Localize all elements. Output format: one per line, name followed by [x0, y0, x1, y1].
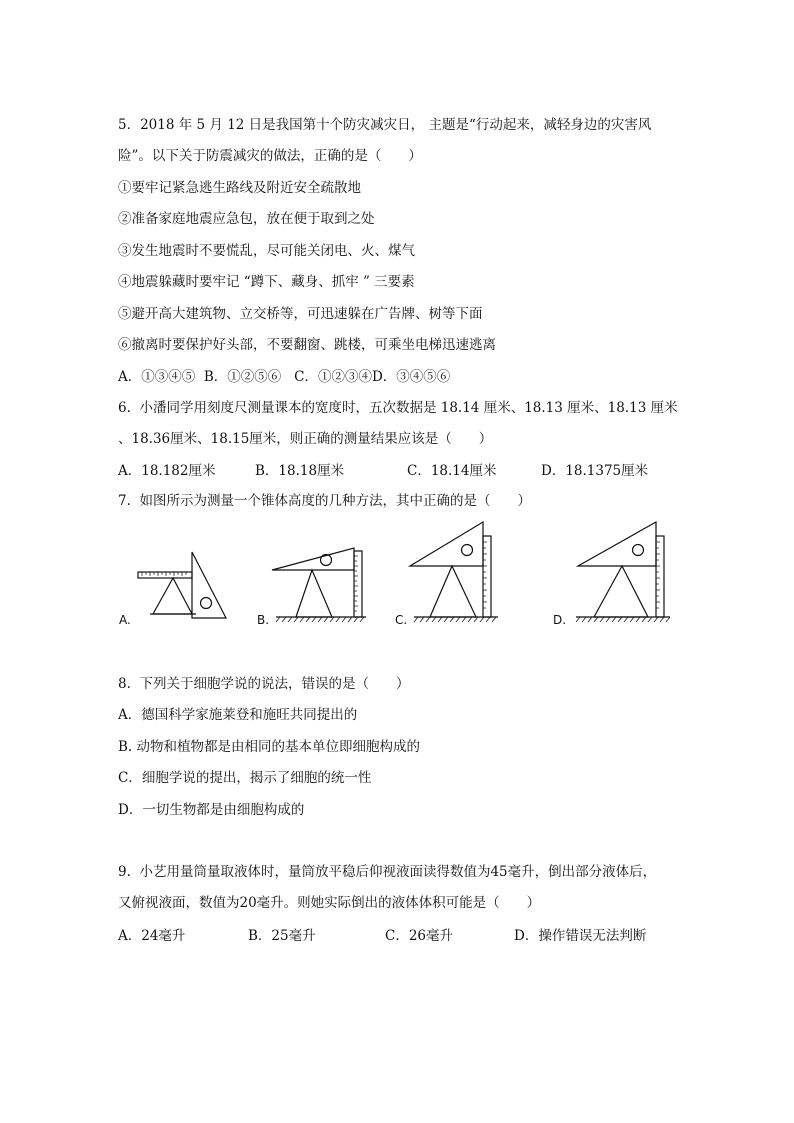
q5-stem-line2: 险”。以下关于防震减灾的做法，正确的是（ ） — [118, 148, 422, 164]
q5-item-6: ⑥撤离时要保护好头部，不要翻窗、跳楼，可乘坐电梯迅速逃离 — [118, 337, 496, 353]
q5-item-4: ④地震躲藏时要牢记 “蹲下、藏身、抓牢 ” 三要素 — [118, 274, 415, 290]
figure-d-label: D. — [553, 613, 567, 627]
figure-b — [270, 546, 370, 626]
q6-option-c: C．18.14厘米 — [407, 463, 497, 479]
q9-option-a: A．24毫升 — [118, 928, 186, 944]
q8-option-d: D．一切生物都是由细胞构成的 — [118, 802, 305, 818]
figure-d — [570, 520, 674, 626]
q9-options — [118, 927, 647, 1017]
q5-stem-line1: 5．2018 年 5 月 12 日是我国第十个防灾减灾日， 主题是“行动起来，减轻身边的灾害风 — [118, 117, 652, 133]
q6-stem-line1: 6. 小潘同学用刻度尺测量课本的宽度时，五次数据是 18.14 厘米、18.13 厘米、18.13 厘米 — [118, 400, 678, 416]
q6-stem-line2: 、18.36厘米、18.15厘米，则正确的测量结果应该是（ ） — [118, 431, 493, 447]
q6-option-a: A．18.182厘米 — [118, 463, 216, 479]
q5-item-2: ②准备家庭地震应急包，放在便于取到之处 — [118, 211, 375, 227]
q9-option-b: B．25毫升 — [248, 928, 316, 944]
figure-a — [136, 548, 228, 622]
q7-stem: 7. 如图所示为测量一个锥体高度的几种方法，其中正确的是（ ） — [118, 493, 531, 509]
q9-option-d: D．操作错误无法判断 — [514, 928, 647, 944]
q6-option-b: B．18.18厘米 — [255, 463, 345, 479]
q9-option-c: C．26毫升 — [385, 928, 454, 944]
figure-b-label: B. — [257, 613, 270, 627]
q8-option-c: C．细胞学说的提出，揭示了细胞的统一性 — [118, 770, 372, 786]
figure-a-label: A. — [119, 613, 131, 627]
q5-item-3: ③发生地震时不要慌乱，尽可能关闭电、火、煤气 — [118, 243, 415, 259]
q6-option-d: D．18.1375厘米 — [541, 463, 649, 479]
figure-c — [408, 520, 500, 626]
figure-c-label: C. — [395, 613, 408, 627]
q8-option-a: A．德国科学家施莱登和施旺共同提出的 — [118, 707, 358, 723]
q9-stem-line1: 9. 小艺用量筒量取液体时，量筒放平稳后仰视液面读得数值为45毫升，倒出部分液体后， — [118, 864, 657, 880]
q8-option-b: B. 动物和植物都是由相同的基本单位即细胞构成的 — [118, 739, 421, 755]
q8-stem: 8. 下列关于细胞学说的说法，错误的是（ ） — [118, 676, 410, 692]
q5-item-5: ⑤避开高大建筑物、立交桥等，可迅速躲在广告牌、树等下面 — [118, 306, 483, 322]
q5-item-1: ①要牢记紧急逃生路线及附近安全疏散地 — [118, 180, 361, 196]
q5-options: A．①③④⑤ B．①②⑤⑥ C．①②③④D．③④⑤⑥ — [118, 369, 451, 385]
q9-stem-line2: 又俯视液面，数值为20毫升。则她实际倒出的液体体积可能是（ ） — [118, 895, 541, 911]
